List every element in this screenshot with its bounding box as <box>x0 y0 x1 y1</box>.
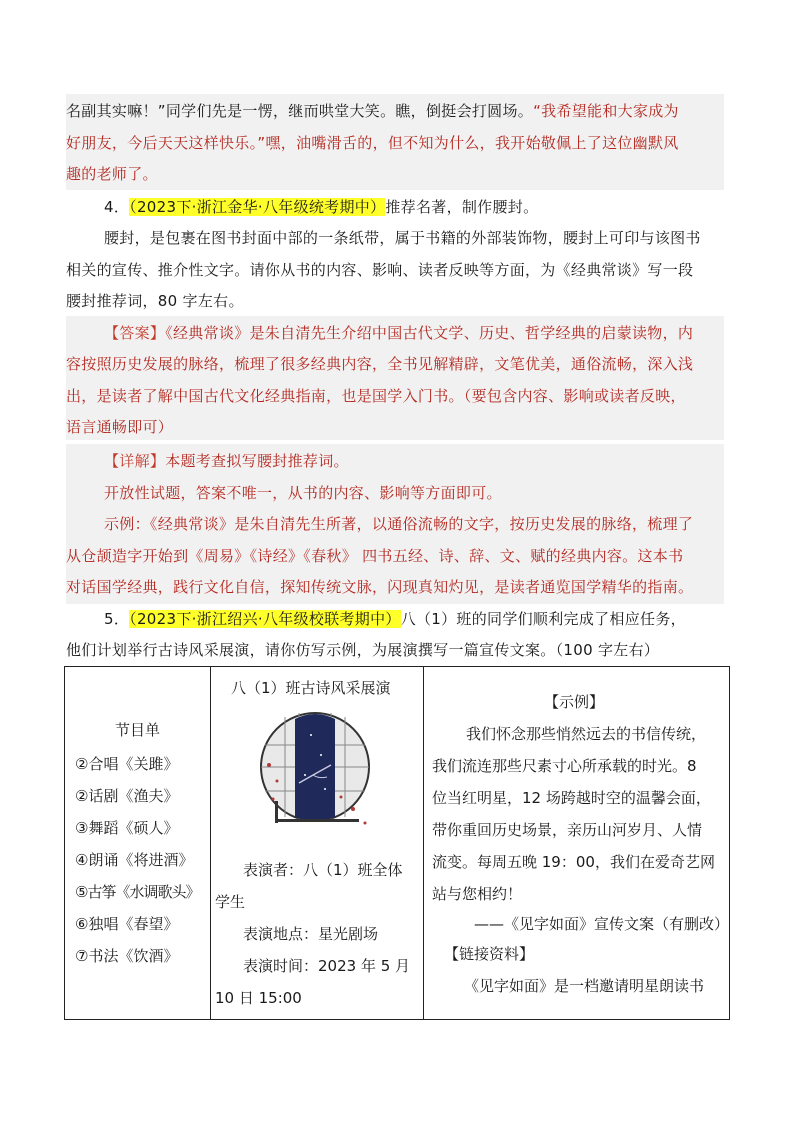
program-table <box>64 666 730 1020</box>
answer-line-4 <box>66 411 722 443</box>
passage-text: 嘿，油嘴滑舌的，但不知为什么，我开始敬佩上了这位幽默风 <box>265 134 679 152</box>
passage-text: 趣的老师了。 <box>66 165 158 183</box>
poster-title: 八（1）班古诗风采展演 <box>231 679 391 697</box>
detail-line-5 <box>66 571 722 603</box>
detail-line-3 <box>104 508 760 540</box>
poster-cell <box>211 667 424 1020</box>
question-4-body-1 <box>104 222 760 254</box>
answer-text: 《经典常谈》是朱自清先生介绍中国古代文学、历史、哲学经典的启蒙读物，内 <box>165 324 694 342</box>
detail-tag: 【详解】 <box>104 452 166 470</box>
question-source: （2023下·浙江金华·八年级统考期中） <box>129 198 386 216</box>
detail-text: 对话国学经典，践行文化自信，探知传统文脉，闪现真知灼见，是读者通览国学精华的指南。 <box>66 578 694 596</box>
program-item: ⑦书法《饮酒》 <box>75 947 179 965</box>
question-title: 推荐名著，制作腰封。 <box>385 198 539 216</box>
example-cell <box>424 667 730 1020</box>
example-source: ——《见字如面》宣传文案（有删改） <box>474 915 730 933</box>
answer-line-2 <box>66 348 722 380</box>
example-line: 位当红明星，12 场跨越时空的温馨会面， <box>432 789 711 807</box>
question-4-body-2 <box>66 254 722 286</box>
program-item: ④朗诵《将进酒》 <box>75 851 194 869</box>
question-5-line-2 <box>66 634 722 666</box>
example-line: 流变。每周五晚 19：00，我们在爱奇艺网 <box>432 853 715 871</box>
question-number: 5． <box>104 610 130 628</box>
program-item: ②合唱《关雎》 <box>75 755 179 773</box>
passage-line-2 <box>66 127 722 159</box>
program-list-title: 节目单 <box>115 721 161 739</box>
example-line: 带你重回历史场景，亲历山河岁月、人情 <box>432 821 703 839</box>
body-text: 他们计划举行古诗风采展演，请你仿写示例，为展演撰写一篇宣传文案。（100 字左右） <box>66 641 660 659</box>
example-line: 站与您相约！ <box>432 885 523 903</box>
time-line-1: 表演时间：2023 年 5 月 <box>243 957 411 975</box>
question-5-heading <box>104 603 760 635</box>
venue-line: 表演地点：星光剧场 <box>243 925 379 943</box>
question-source: （2023下·浙江绍兴·八年级校联考期中） <box>129 610 401 628</box>
detail-line-2 <box>104 477 760 509</box>
time-line-2: 10 日 15:00 <box>215 989 302 1007</box>
answer-text: 出，是读者了解中国古代文化经典指南，也是国学入门书。（要包含内容、影响或读者反映， <box>66 387 686 405</box>
question-4-body-3 <box>66 285 722 317</box>
question-4-heading <box>104 191 760 223</box>
detail-text: 从仓颉造字开始到《周易》《诗经》《春秋》 四书五经、诗、辞、文、赋的经典内容。这本书 <box>66 547 684 565</box>
passage-quote: “我希望能和大家成为 <box>533 102 679 120</box>
passage-quote: 好朋友，今后天天这样快乐。” <box>66 134 266 152</box>
answer-line-1 <box>104 317 760 349</box>
program-item: ⑥独唱《春望》 <box>75 915 179 933</box>
answer-text: 容按照历史发展的脉络，梳理了很多经典内容，全书见解精辟，文笔优美，通俗流畅，深入浅 <box>66 355 694 373</box>
detail-text: 开放性试题，答案不唯一，从书的内容、影响等方面即可。 <box>104 484 502 502</box>
passage-line-3 <box>66 158 722 190</box>
example-title: 【示例】 <box>544 693 605 711</box>
passage-text: 名副其实嘛！”同学们先是一愣，继而哄堂大笑。瞧，倒挺会打圆场。 <box>66 102 534 120</box>
body-text: 腰封，是包裹在图书封面中部的一条纸带，属于书籍的外部装饰物，腰封上可印与该图书 <box>104 229 701 247</box>
program-list-cell <box>65 667 211 1020</box>
answer-text: 语言通畅即可） <box>66 418 174 436</box>
performer-line-2: 学生 <box>215 893 246 911</box>
detail-text: 本题考查拟写腰封推荐词。 <box>165 452 349 470</box>
performer-line-1: 表演者：八（1）班全体 <box>243 861 403 879</box>
detail-text: 示例：《经典常谈》是朱自清先生所著，以通俗流畅的文字，按历史发展的脉络，梳理了 <box>104 515 694 533</box>
body-text: 相关的宣传、推介性文字。请你从书的内容、影响、读者反映等方面，为《经典常谈》写一段 <box>66 261 694 279</box>
answer-tag: 【答案】 <box>104 324 166 342</box>
program-item: ⑤古筝《水调歌头》 <box>75 883 200 901</box>
detail-line-1 <box>104 445 760 477</box>
moon-window-illustration <box>255 705 375 835</box>
link-line: 《见字如面》是一档邀请明星朗读书 <box>464 977 705 995</box>
passage-line-1 <box>66 95 722 127</box>
question-number: 4． <box>104 198 130 216</box>
example-line: 我们流连那些尺素寸心所承载的时光。8 <box>432 757 697 775</box>
example-line: 我们怀念那些悄然远去的书信传统， <box>466 725 707 743</box>
link-title: 【链接资料】 <box>444 945 535 963</box>
question-title: 八（1）班的同学们顺利完成了相应任务， <box>400 610 686 628</box>
detail-line-4 <box>66 540 722 572</box>
program-item: ②话剧《渔夫》 <box>75 787 179 805</box>
program-item: ③舞蹈《硕人》 <box>75 819 179 837</box>
answer-line-3 <box>66 380 722 412</box>
body-text: 腰封推荐词，80 字左右。 <box>66 292 244 310</box>
